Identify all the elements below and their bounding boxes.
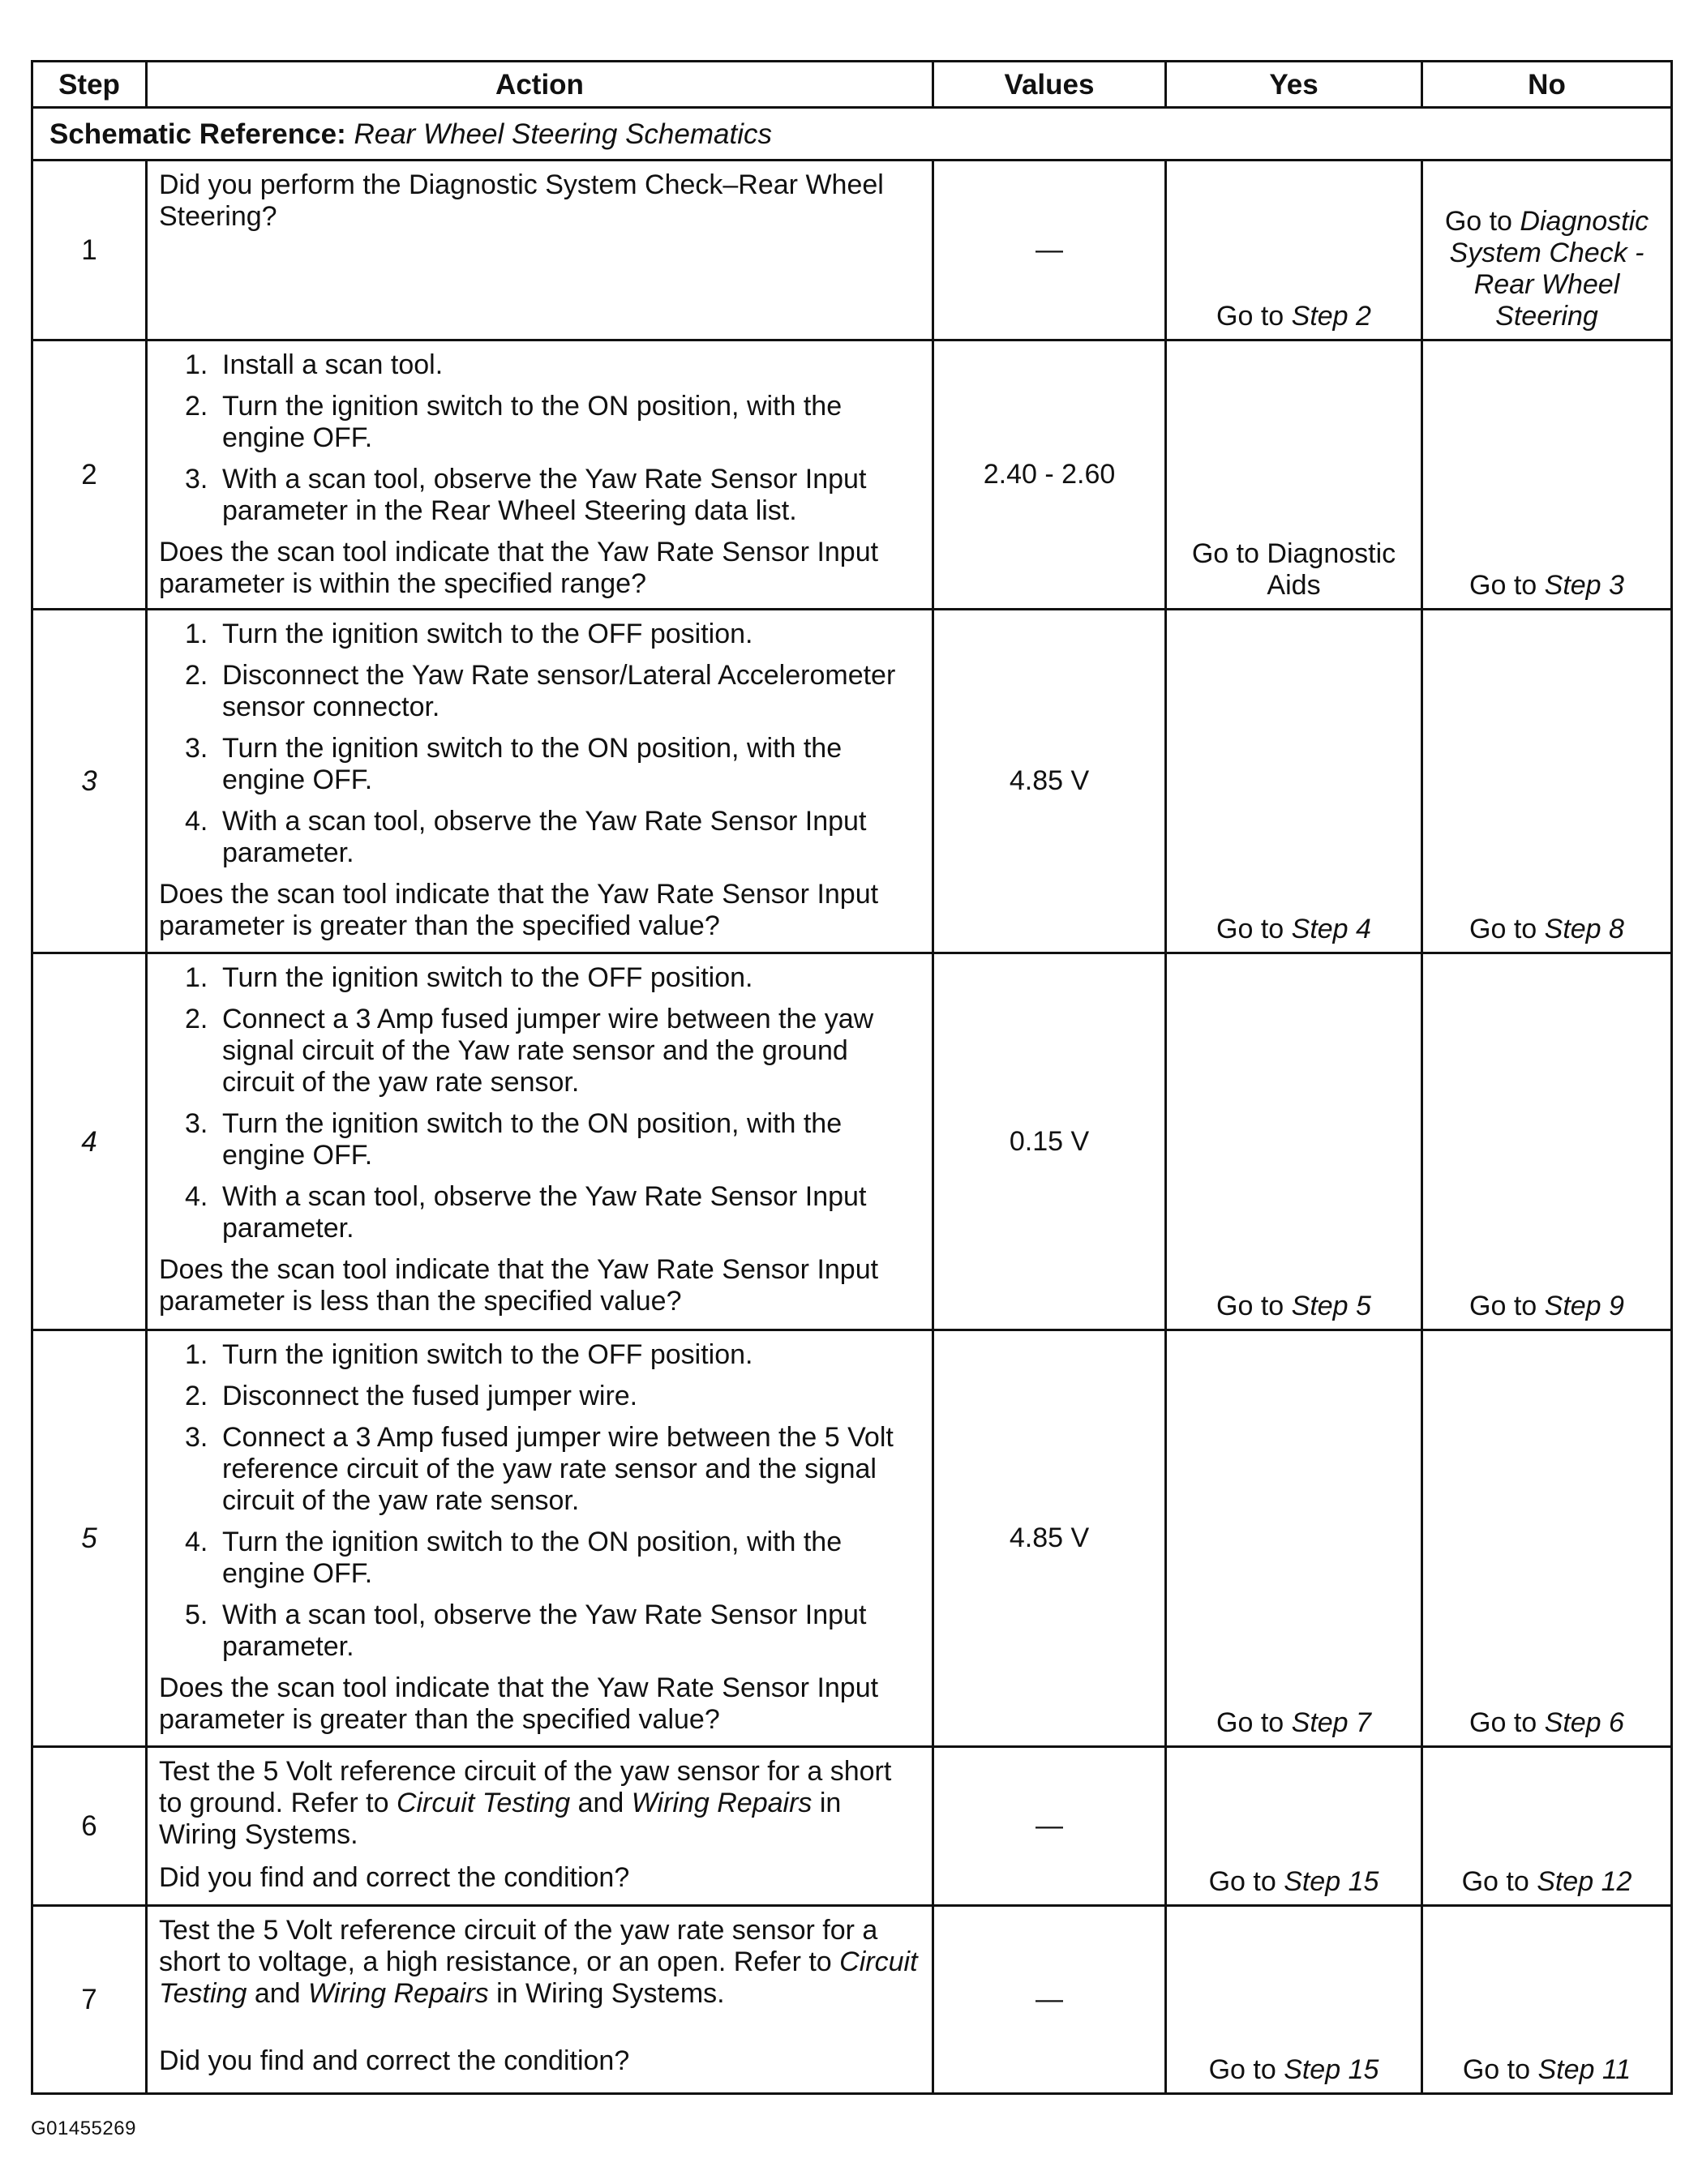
wiring-repairs-link[interactable]: Wiring Repairs xyxy=(631,1788,813,1818)
yes-target-link[interactable]: Step 7 xyxy=(1291,1707,1371,1738)
table-row xyxy=(32,953,1672,1330)
step-no: Go to Step 6 xyxy=(1422,1330,1672,1747)
wiring-repairs-link[interactable]: Wiring Repairs xyxy=(308,1978,489,2009)
step-no xyxy=(1422,161,1672,340)
list-item: 3. Turn the ignition switch to the ON position, with the engine OFF. xyxy=(185,733,843,795)
step-value: — xyxy=(933,161,1166,340)
step-number: 2 xyxy=(32,340,147,610)
yes-target-link[interactable]: Step 2 xyxy=(1291,301,1371,332)
step-number: 6 xyxy=(32,1747,147,1906)
step-value: — xyxy=(933,1906,1166,2094)
no-target-link[interactable]: Step 6 xyxy=(1544,1707,1624,1738)
header-no: No xyxy=(1422,62,1672,108)
step-no: Go to Step 8 xyxy=(1422,610,1672,953)
step-yes[interactable]: Go to Diagnostic Aids xyxy=(1166,340,1422,610)
step-yes: Go to Step 4 xyxy=(1166,610,1422,953)
step-instruction: Test the 5 Volt reference circuit of the yaw rate sensor for a short to voltage, a high resistance, or an open. Refer to Circuit Testing and Wiring Repairs in Wiring Systems. xyxy=(159,1915,918,2009)
step-yes: Go to Step 5 xyxy=(1166,953,1422,1330)
action-list xyxy=(159,1339,920,1663)
step-number: 3 xyxy=(32,610,147,953)
circuit-testing-link[interactable]: Circuit Testing xyxy=(159,1946,918,2009)
yes-prefix: Go to xyxy=(1216,301,1292,332)
step-question: Does the scan tool indicate that the Yaw Rate Sensor Input parameter is less than the specified value? xyxy=(159,1254,879,1317)
table-row xyxy=(32,1747,1672,1906)
step-number: 7 xyxy=(32,1906,147,2094)
yes-target-link[interactable]: Step 15 xyxy=(1284,1866,1379,1897)
header-row xyxy=(32,62,1672,108)
document-id: G01455269 xyxy=(31,2118,136,2139)
step-question: Did you find and correct the condition? xyxy=(159,2045,630,2076)
header-values: Values xyxy=(933,62,1166,108)
step-action xyxy=(147,1330,933,1747)
no-target-link[interactable]: Step 9 xyxy=(1544,1291,1624,1321)
no-prefix: Go to xyxy=(1444,206,1520,237)
list-item: 4. With a scan tool, observe the Yaw Rate Sensor Input parameter. xyxy=(185,806,867,868)
step-action xyxy=(147,340,933,610)
step-number: 4 xyxy=(32,953,147,1330)
table-row xyxy=(32,1330,1672,1747)
step-no xyxy=(1422,340,1672,610)
list-item: 1. Turn the ignition switch to the OFF position. xyxy=(185,962,753,993)
step-yes: Go to Step 7 xyxy=(1166,1330,1422,1747)
step-question: Did you find and correct the condition? xyxy=(159,1862,630,1893)
step-value: 0.15 V xyxy=(933,953,1166,1330)
step-no: Go to Step 9 xyxy=(1422,953,1672,1330)
yes-target-link[interactable]: Step 4 xyxy=(1291,914,1371,944)
list-item: 2. Disconnect the fused jumper wire. xyxy=(185,1381,638,1411)
step-yes: Go to Step 15 xyxy=(1166,1906,1422,2094)
list-item: 3. Turn the ignition switch to the ON position, with the engine OFF. xyxy=(185,1108,843,1171)
header-action: Action xyxy=(147,62,933,108)
header-yes: Yes xyxy=(1166,62,1422,108)
step-action xyxy=(147,1906,933,2094)
action-list xyxy=(159,962,920,1244)
list-item: 3. Connect a 3 Amp fused jumper wire between the 5 Volt reference circuit of the yaw rate sensor and the signal circuit of the yaw rate sensor. xyxy=(185,1422,894,1516)
schematic-reference-row xyxy=(32,108,1672,161)
step-value: 4.85 V xyxy=(933,1330,1166,1747)
list-item: 2. Connect a 3 Amp fused jumper wire between the yaw signal circuit of the Yaw rate sensor and the ground circuit of the yaw rate sensor. xyxy=(185,1004,874,1098)
action-list xyxy=(159,619,920,869)
step-value: 4.85 V xyxy=(933,610,1166,953)
no-target-link[interactable]: Step 3 xyxy=(1544,570,1624,601)
list-item: 2. Turn the ignition switch to the ON position, with the engine OFF. xyxy=(185,391,843,453)
step-number: 5 xyxy=(32,1330,147,1747)
step-action xyxy=(147,953,933,1330)
step-no: Go to Step 11 xyxy=(1422,1906,1672,2094)
table-row xyxy=(32,340,1672,610)
step-yes: Go to Step 15 xyxy=(1166,1747,1422,1906)
table-row xyxy=(32,1906,1672,2094)
no-target-link[interactable]: Step 12 xyxy=(1537,1866,1632,1897)
list-item: 3. With a scan tool, observe the Yaw Rate Sensor Input parameter in the Rear Wheel Steering data list. xyxy=(185,464,867,526)
circuit-testing-link[interactable]: Circuit Testing xyxy=(396,1788,571,1818)
diagnostic-table xyxy=(31,60,1673,2095)
table-row xyxy=(32,161,1672,340)
step-value: — xyxy=(933,1747,1166,1906)
no-target-link[interactable]: Step 8 xyxy=(1544,914,1624,944)
schematic-reference-link[interactable]: Rear Wheel Steering Schematics xyxy=(354,118,772,150)
step-action xyxy=(147,161,933,340)
step-question: Does the scan tool indicate that the Yaw Rate Sensor Input parameter is within the specified range? xyxy=(159,537,879,599)
list-item: 1. Install a scan tool. xyxy=(185,349,444,380)
no-prefix: Go to xyxy=(1469,570,1545,601)
list-item: 4. With a scan tool, observe the Yaw Rate Sensor Input parameter. xyxy=(185,1181,867,1244)
action-list xyxy=(159,349,920,527)
list-item: 1. Turn the ignition switch to the OFF position. xyxy=(185,619,753,649)
step-action xyxy=(147,610,933,953)
header-step: Step xyxy=(32,62,147,108)
table-row xyxy=(32,610,1672,953)
step-question: Does the scan tool indicate that the Yaw Rate Sensor Input parameter is greater than the specified value? xyxy=(159,1672,879,1735)
list-item: 5. With a scan tool, observe the Yaw Rate Sensor Input parameter. xyxy=(185,1599,867,1662)
step-value: 2.40 - 2.60 xyxy=(933,340,1166,610)
step-yes xyxy=(1166,161,1422,340)
yes-target-link[interactable]: Step 5 xyxy=(1291,1291,1371,1321)
no-target-link[interactable]: Diagnostic System Check - Rear Wheel Steering xyxy=(1449,206,1649,332)
step-question: Did you perform the Diagnostic System Check–Rear Wheel Steering? xyxy=(159,169,884,232)
step-number: 1 xyxy=(32,161,147,340)
yes-target-link[interactable]: Step 15 xyxy=(1284,2054,1379,2085)
step-no: Go to Step 12 xyxy=(1422,1747,1672,1906)
step-instruction: Test the 5 Volt reference circuit of the yaw sensor for a short to ground. Refer to Circuit Testing and Wiring Repairs in Wiring Systems. xyxy=(159,1756,892,1850)
list-item: 4. Turn the ignition switch to the ON position, with the engine OFF. xyxy=(185,1527,843,1589)
diagnostic-document xyxy=(31,60,1670,2095)
schematic-reference-label: Schematic Reference: xyxy=(49,118,346,150)
step-question: Does the scan tool indicate that the Yaw Rate Sensor Input parameter is greater than the specified value? xyxy=(159,879,879,941)
step-action xyxy=(147,1747,933,1906)
schematic-reference xyxy=(32,108,1672,161)
list-item: 1. Turn the ignition switch to the OFF position. xyxy=(185,1339,753,1370)
list-item: 2. Disconnect the Yaw Rate sensor/Lateral Accelerometer sensor connector. xyxy=(185,660,896,722)
no-target-link[interactable]: Step 11 xyxy=(1537,2054,1632,2085)
